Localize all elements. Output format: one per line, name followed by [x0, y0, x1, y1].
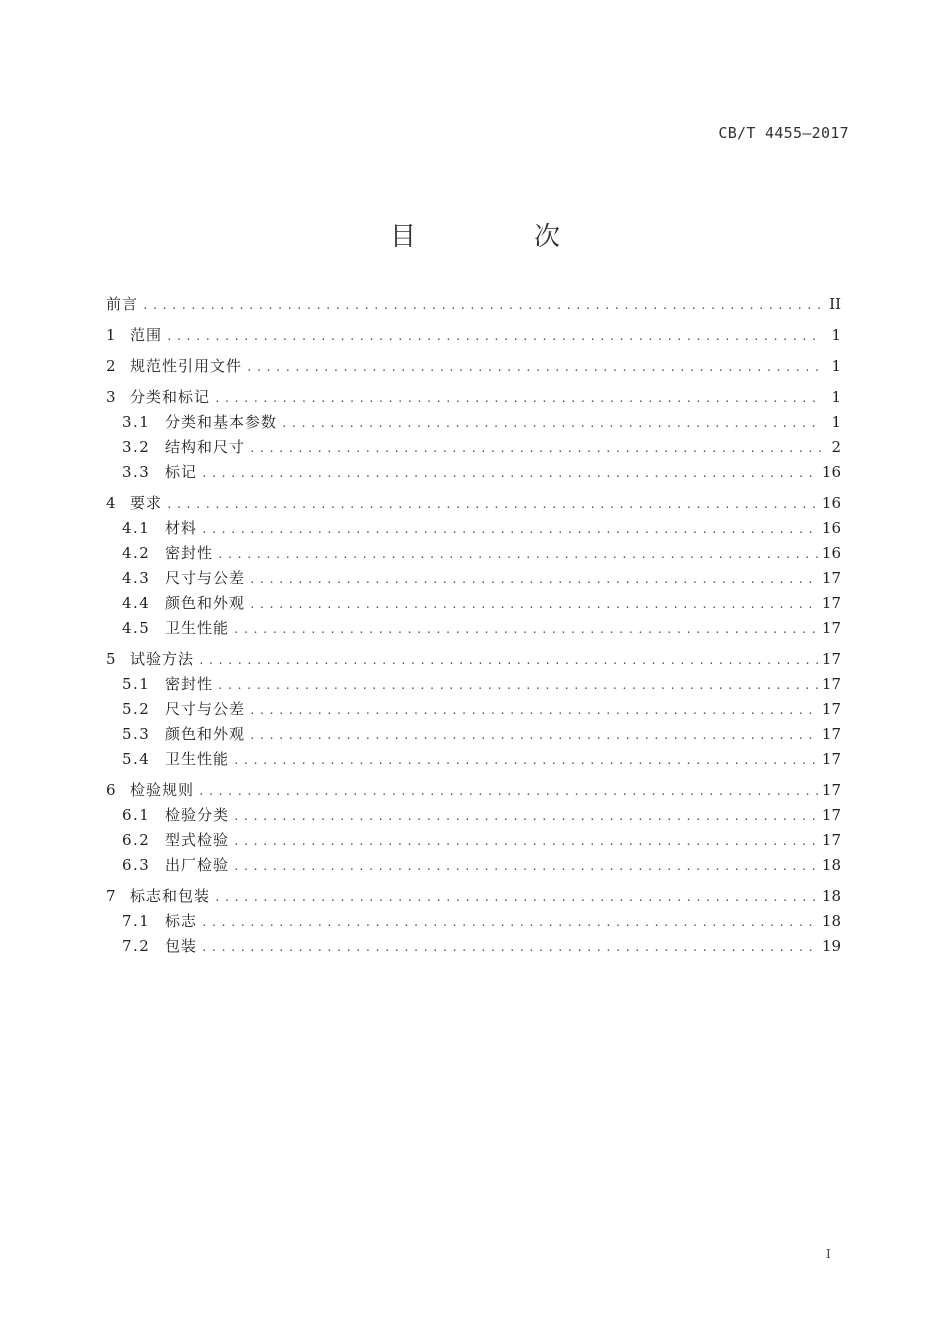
toc-entry[interactable] [106, 354, 841, 379]
toc-entry[interactable] [106, 566, 841, 591]
toc-entry-page: 17 [821, 675, 841, 693]
toc-entry-label: 颜色和外观 [165, 725, 246, 743]
toc-entry-number: 7.2 [122, 937, 151, 955]
toc-entry-label: 试验方法 [130, 650, 195, 668]
toc-entry-page: 17 [821, 594, 841, 612]
toc-entry[interactable] [106, 747, 841, 772]
toc-entry-number: 1 [106, 326, 116, 344]
toc-entry[interactable] [106, 516, 841, 541]
toc-entry-page: 17 [821, 725, 841, 743]
toc-entry-label: 前言 [106, 295, 139, 313]
toc-leader-dots [214, 386, 821, 411]
toc-entry-label: 尺寸与公差 [165, 700, 246, 718]
toc-entry-page: 19 [821, 937, 841, 955]
toc-entry[interactable] [106, 460, 841, 485]
toc-leader-dots [233, 617, 818, 642]
toc-leader-dots [246, 355, 821, 380]
toc-leader-dots [142, 293, 821, 318]
toc-entry-number: 3.1 [122, 413, 151, 431]
toc-entry-number: 6.3 [122, 856, 151, 874]
toc-entry-number: 4.5 [122, 619, 151, 637]
toc-entry-label: 卫生性能 [165, 750, 230, 768]
toc-entry-label: 颜色和外观 [165, 594, 246, 612]
toc-entry-label: 要求 [130, 494, 163, 512]
toc-entry-page: 18 [821, 856, 841, 874]
toc-leader-dots [166, 324, 821, 349]
toc-entry-label: 标记 [165, 463, 198, 481]
toc-leader-dots [233, 854, 818, 879]
toc-entry-page: 16 [821, 463, 841, 481]
toc-leader-dots [198, 779, 818, 804]
toc-entry-number: 3 [106, 388, 116, 406]
standard-code: CB/T 4455—2017 [718, 124, 849, 142]
toc-entry[interactable] [106, 697, 841, 722]
toc-entry-page: 1 [831, 357, 841, 375]
toc-entry-number: 3.3 [122, 463, 151, 481]
toc-entry-number: 4.3 [122, 569, 151, 587]
toc-entry-number: 5.3 [122, 725, 151, 743]
toc-entry[interactable] [106, 541, 841, 566]
toc-entry-number: 6.1 [122, 806, 151, 824]
toc-entry[interactable] [106, 491, 841, 516]
toc-entry-number: 6.2 [122, 831, 151, 849]
toc-entry-number: 4 [106, 494, 116, 512]
toc-entry[interactable] [106, 909, 841, 934]
toc-entry-label: 卫生性能 [165, 619, 230, 637]
toc-entry-page: 17 [821, 831, 841, 849]
toc-entry[interactable] [106, 828, 841, 853]
toc-leader-dots [249, 436, 821, 461]
toc-entry-page: 17 [821, 750, 841, 768]
toc-entry-label: 规范性引用文件 [130, 357, 243, 375]
toc-entry-label: 分类和标记 [130, 388, 211, 406]
toc-entry-label: 标志和包装 [130, 887, 211, 905]
toc-entry-number: 5.4 [122, 750, 151, 768]
toc-leader-dots [217, 542, 818, 567]
toc-entry-page: 17 [821, 569, 841, 587]
toc-leader-dots [249, 723, 818, 748]
toc-entry[interactable] [106, 884, 841, 909]
toc-leader-dots [281, 411, 821, 436]
toc-entry[interactable] [106, 323, 841, 348]
toc-leader-dots [198, 648, 818, 673]
toc-entry-number: 7 [106, 887, 116, 905]
toc-entry-page: 16 [821, 494, 841, 512]
toc-leader-dots [214, 885, 818, 910]
toc-leader-dots [201, 461, 818, 486]
toc-entry-number: 2 [106, 357, 116, 375]
toc-entry-page: 17 [821, 806, 841, 824]
toc-entry-number: 4.2 [122, 544, 151, 562]
toc-entry-number: 4.1 [122, 519, 151, 537]
toc-entry[interactable] [106, 853, 841, 878]
toc-entry-page: 17 [821, 650, 841, 668]
toc-entry-page: 17 [821, 700, 841, 718]
toc-entry-label: 材料 [165, 519, 198, 537]
toc-entry[interactable] [106, 647, 841, 672]
toc-entry[interactable] [106, 803, 841, 828]
toc-entry[interactable] [106, 385, 841, 410]
toc-entry[interactable] [106, 591, 841, 616]
toc-entry-number: 3.2 [122, 438, 151, 456]
toc-entry[interactable] [106, 672, 841, 697]
toc-entry-page: 18 [821, 912, 841, 930]
toc-leader-dots [233, 748, 818, 773]
toc-entry-label: 出厂检验 [165, 856, 230, 874]
toc-leader-dots [233, 829, 818, 854]
toc-entry-label: 检验分类 [165, 806, 230, 824]
toc-entry-label: 检验规则 [130, 781, 195, 799]
toc-entry-page: II [829, 295, 841, 313]
toc-entry-number: 6 [106, 781, 116, 799]
toc-entry-label: 包装 [165, 937, 198, 955]
toc-entry[interactable] [106, 722, 841, 747]
toc-entry[interactable] [106, 292, 841, 317]
toc-entry-label: 分类和基本参数 [165, 413, 278, 431]
toc-entry[interactable] [106, 410, 841, 435]
toc-entry-page: 18 [821, 887, 841, 905]
toc-entry-page: 16 [821, 519, 841, 537]
toc-entry-page: 2 [831, 438, 841, 456]
toc-entry-label: 范围 [130, 326, 163, 344]
toc-entry-number: 4.4 [122, 594, 151, 612]
toc-entry-label: 型式检验 [165, 831, 230, 849]
page-folio: I [826, 1247, 831, 1261]
toc-title: 目 次 [389, 222, 606, 252]
toc-leader-dots [217, 673, 818, 698]
toc-leader-dots [201, 517, 818, 542]
toc-entry-number: 5.1 [122, 675, 151, 693]
toc-leader-dots [233, 804, 818, 829]
toc-leader-dots [249, 567, 818, 592]
toc-entry-label: 结构和尺寸 [165, 438, 246, 456]
toc-entry-label: 密封性 [165, 544, 214, 562]
toc-entry-page: 1 [831, 326, 841, 344]
toc-entry-page: 1 [831, 413, 841, 431]
toc-leader-dots [249, 698, 818, 723]
toc-entry-label: 尺寸与公差 [165, 569, 246, 587]
toc-entry[interactable] [106, 778, 841, 803]
toc-entry-label: 标志 [165, 912, 198, 930]
table-of-contents [106, 292, 841, 959]
toc-entry-number: 5 [106, 650, 116, 668]
toc-leader-dots [249, 592, 818, 617]
toc-entry-page: 16 [821, 544, 841, 562]
toc-entry[interactable] [106, 435, 841, 460]
toc-entry[interactable] [106, 934, 841, 959]
toc-entry-number: 7.1 [122, 912, 151, 930]
toc-entry-page: 17 [821, 781, 841, 799]
toc-entry-label: 密封性 [165, 675, 214, 693]
toc-entry-page: 17 [821, 619, 841, 637]
toc-entry[interactable] [106, 616, 841, 641]
toc-entry-page: 1 [831, 388, 841, 406]
toc-leader-dots [201, 910, 818, 935]
toc-entry-number: 5.2 [122, 700, 151, 718]
toc-leader-dots [166, 492, 818, 517]
toc-leader-dots [201, 935, 818, 960]
